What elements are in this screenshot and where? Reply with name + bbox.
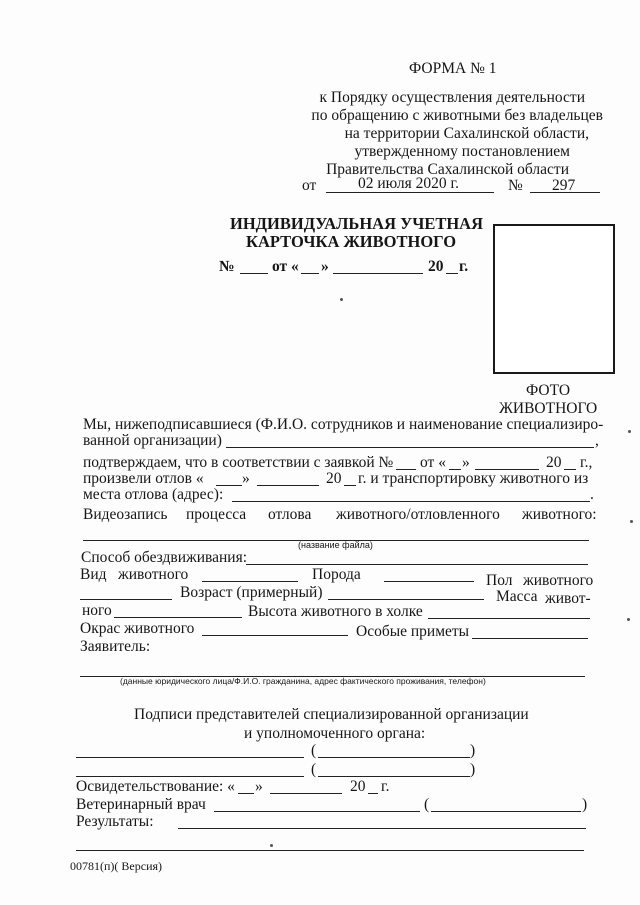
mass-label-2: живот- (545, 590, 591, 607)
exam-year: 20 (350, 778, 366, 795)
card-year-line[interactable] (446, 273, 458, 274)
body-line-4-b: » (242, 470, 250, 487)
file-name-caption: (название файла) (298, 540, 373, 550)
decree-date-line (326, 192, 494, 193)
signature-line-1[interactable] (76, 757, 304, 758)
capture-month-line[interactable] (257, 485, 319, 486)
signature-1-paren-open: ( (311, 742, 317, 759)
body-line-3-c: » (462, 454, 470, 471)
scan-speck (628, 430, 631, 433)
immobilization-line[interactable] (246, 564, 588, 565)
vet-name-line[interactable] (431, 811, 581, 812)
photo-box[interactable] (493, 224, 615, 374)
decree-number-label: № (508, 177, 523, 194)
scan-speck (270, 844, 273, 847)
card-quote-close: » (321, 258, 329, 275)
color-line[interactable] (202, 635, 348, 636)
appendix-line-3: на территории Сахалинской области, (344, 125, 589, 142)
organization-line[interactable] (226, 447, 594, 448)
decree-date-value: 02 июля 2020 г. (358, 175, 459, 192)
appendix-line-4: утвержденному постановлением (354, 143, 570, 160)
appendix-line-1: к Порядку осуществления деятельности (319, 89, 585, 106)
body-line-2-end: , (595, 432, 599, 449)
signature-name-line-1[interactable] (318, 757, 470, 758)
vet-signature-line[interactable] (214, 811, 420, 812)
body-line-4-c: 20 (326, 470, 342, 487)
video-word-2: процесса (186, 506, 247, 523)
mass-label-1: Масса (496, 588, 538, 605)
body-line-4-a: произвели отлов « (83, 470, 204, 487)
card-from-label: от « (272, 258, 299, 275)
capture-address-line[interactable] (232, 501, 590, 502)
results-line-2[interactable] (76, 850, 584, 851)
exam-day-line[interactable] (238, 793, 254, 794)
signatures-heading-2: и уполномоченного органа: (244, 725, 426, 742)
sex-label-1: Пол (486, 572, 513, 589)
card-title-line-1: ИНДИВИДУАЛЬНАЯ УЧЕТНАЯ (230, 214, 484, 233)
exam-year-line[interactable] (368, 793, 378, 794)
signature-1-paren-close: ) (470, 742, 476, 759)
appendix-line-5: Правительства Сахалинской области (326, 161, 569, 178)
decree-number-value: 297 (552, 177, 576, 194)
card-title-line-2: КАРТОЧКА ЖИВОТНОГО (246, 232, 457, 251)
capture-year-line[interactable] (344, 485, 356, 486)
sex-line[interactable] (80, 599, 172, 600)
marks-line[interactable] (472, 638, 588, 639)
scan-speck (627, 618, 630, 621)
color-label: Окрас животного (80, 620, 195, 637)
body-line-3-b: от « (420, 454, 446, 471)
signature-2-paren-close: ) (470, 761, 476, 778)
immobilization-label: Способ обездвиживания: (81, 549, 248, 566)
sex-label-2: животного (523, 572, 594, 589)
appendix-line-2: по обращению с животными без владельцев (311, 107, 603, 124)
scan-speck (340, 298, 343, 301)
card-year-suffix: г. (459, 258, 469, 275)
age-label: Возраст (примерный) (180, 584, 323, 601)
exam-month-line[interactable] (270, 793, 342, 794)
signatures-heading-1: Подписи представителей специализированной организации (134, 706, 529, 723)
mass-label-3: ного (82, 602, 112, 619)
form-number: ФОРМА № 1 (409, 60, 497, 77)
video-word-4: животного/отловленного (336, 506, 500, 523)
video-word-3: отлова (268, 506, 312, 523)
card-number-label: № (219, 258, 235, 275)
applicant-label: Заявитель: (80, 638, 151, 655)
results-label: Результаты: (76, 813, 154, 830)
card-year-label: 20 (428, 258, 444, 275)
age-line[interactable] (328, 599, 484, 600)
body-line-5: места отлова (адрес): (83, 486, 224, 503)
vet-label: Ветеринарный врач (76, 796, 206, 813)
vet-paren-open: ( (424, 796, 430, 813)
body-line-5-end: . (590, 486, 594, 503)
photo-label-1: ФОТО (526, 382, 571, 399)
mass-line[interactable] (114, 617, 242, 618)
kind-label-1: Вид (80, 566, 107, 583)
card-number-line[interactable] (240, 273, 268, 274)
body-line-1: Мы, нижеподписавшиеся (Ф.И.О. сотрудников и наименование специализиро- (83, 416, 604, 433)
kind-label-2: животного (118, 566, 189, 583)
exam-suffix: г. (381, 778, 390, 795)
body-line-3-d: 20 (546, 454, 562, 471)
scan-speck (630, 520, 633, 523)
decree-from-label: от (302, 177, 317, 194)
signature-2-paren-open: ( (311, 761, 317, 778)
signature-name-line-2[interactable] (318, 776, 470, 777)
photo-label-2: ЖИВОТНОГО (499, 400, 598, 417)
exam-label: Освидетельствование: « (76, 778, 235, 795)
card-month-line[interactable] (333, 273, 423, 274)
exam-quote: » (255, 778, 263, 795)
footer-code: 00781(п)( Версия) (70, 859, 163, 873)
height-line[interactable] (428, 618, 590, 619)
marks-label: Особые приметы (356, 623, 470, 640)
body-line-2: ванной организации) (83, 432, 222, 449)
video-word-1: Видеозапись (83, 506, 168, 523)
card-day-line[interactable] (301, 273, 319, 274)
applicant-caption: (данные юридического лица/Ф.И.О. гражданина, адрес фактического проживания, телефон) (120, 676, 486, 686)
body-line-3-a: подтверждаем, что в соответствии с заявкой № (83, 454, 394, 471)
video-word-5: животного: (522, 506, 597, 523)
results-line-1[interactable] (178, 828, 586, 829)
kind-line[interactable] (202, 581, 298, 582)
signature-line-2[interactable] (76, 776, 304, 777)
breed-label: Порода (312, 566, 361, 583)
vet-paren-close: ) (582, 796, 588, 813)
breed-line[interactable] (384, 581, 474, 582)
height-label: Высота животного в холке (248, 603, 423, 620)
body-line-4-d: г. и транспортировку животного из (358, 470, 589, 487)
body-line-3-e: г., (580, 454, 593, 471)
